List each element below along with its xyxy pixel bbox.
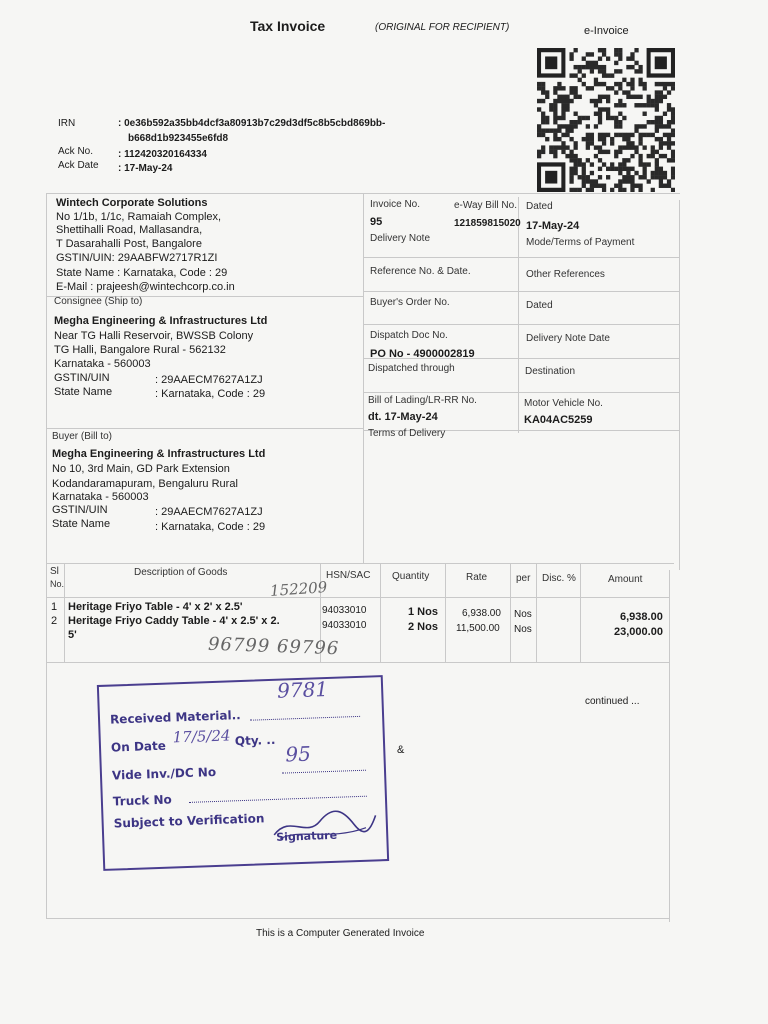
- frame-bottom: [46, 918, 670, 919]
- invoice-no-label: Invoice No.: [370, 199, 421, 210]
- seller-address3: T Dasarahalli Post, Bangalore: [56, 238, 202, 250]
- buyer-address2: Kodandaramapuram, Bengaluru Rural: [52, 478, 238, 490]
- buyer-state-label: State Name: [52, 518, 111, 530]
- stamp-qty: Qty. ..: [234, 732, 276, 749]
- continued-note: continued ...: [585, 696, 640, 707]
- details-divider: [518, 197, 519, 433]
- handwritten-date: 17/5/24: [172, 726, 231, 747]
- col-line-qty: [445, 563, 446, 662]
- ack-date: : 17-May-24: [118, 163, 173, 174]
- invoice-no: 95: [370, 216, 383, 228]
- bill-of-lading-label: Bill of Lading/LR-RR No.: [368, 395, 477, 406]
- row2-description-cont: 5': [68, 629, 77, 641]
- terms-delivery-label: Terms of Delivery: [368, 428, 446, 439]
- stamp-received-material: Received Material..: [109, 708, 241, 727]
- row2-per: Nos: [514, 624, 532, 635]
- consignee-address1: Near TG Halli Reservoir, BWSSB Colony: [54, 330, 254, 342]
- seller-email: E-Mail : prajeesh@wintechcorp.co.in: [56, 281, 235, 293]
- consignee-address2: TG Halli, Bangalore Rural - 562132: [54, 344, 226, 356]
- col-line-disc: [580, 563, 581, 662]
- details-line-2: [363, 291, 679, 292]
- buyer-state: : Karnataka, Code : 29: [155, 521, 266, 533]
- frame-left: [46, 193, 47, 918]
- dispatched-through-label: Dispatched through: [368, 363, 455, 374]
- eway-label: e-Way Bill No.: [454, 200, 517, 211]
- col-line-sl: [64, 563, 65, 662]
- details-line-5: [363, 392, 679, 393]
- einvoice-label: e-Invoice: [584, 25, 629, 37]
- stamp-dotted-line-2: [282, 770, 366, 774]
- stamp-vide-inv: Vide Inv./DC No: [111, 764, 217, 783]
- reference-label: Reference No. & Date.: [370, 266, 471, 277]
- dated-value: 17-May-24: [526, 220, 580, 232]
- details-line-3: [363, 324, 679, 325]
- consignee-gstin: : 29AAECM7627A1ZJ: [155, 374, 263, 386]
- col-line-hsn: [380, 563, 381, 662]
- ampersand-mark: &: [397, 744, 405, 756]
- stamp-dotted-line: [250, 716, 360, 721]
- buyer-name: Megha Engineering & Infrastructures Ltd: [52, 448, 266, 460]
- row2-sl: 2: [51, 615, 58, 627]
- consignee-bottom-line: [46, 428, 363, 429]
- row2-description: Heritage Friyo Caddy Table - 4' x 2.5' x 2.: [68, 615, 280, 627]
- row1-rate: 6,938.00: [462, 608, 501, 619]
- footer-note: This is a Computer Generated Invoice: [256, 928, 425, 939]
- handwritten-received: 9781: [276, 676, 329, 703]
- dated-label: Dated: [526, 201, 553, 212]
- stamp-signature-label: Signature: [276, 828, 338, 844]
- qr-code-icon: [537, 48, 675, 192]
- delivery-note-label: Delivery Note: [370, 233, 431, 244]
- seller-name: Wintech Corporate Solutions: [56, 197, 208, 209]
- header-no: No.: [50, 579, 65, 589]
- consignee-address3: Karnataka - 560003: [54, 358, 151, 370]
- dispatch-doc: PO No - 4900002819: [370, 348, 475, 360]
- irn-label: IRN: [58, 118, 76, 129]
- motor-vehicle-label: Motor Vehicle No.: [524, 398, 603, 409]
- copy-type: (ORIGINAL FOR RECIPIENT): [375, 22, 510, 33]
- handwritten-inv-no: 95: [284, 741, 312, 767]
- ack-no-label: Ack No.: [58, 146, 94, 157]
- header-quantity: Quantity: [392, 571, 430, 582]
- irn-line2: b668d1b923455e6fd8: [128, 133, 229, 144]
- consignee-state: : Karnataka, Code : 29: [155, 388, 266, 400]
- header-amount: Amount: [608, 574, 643, 585]
- table-header-line: [46, 597, 670, 598]
- header-rate: Rate: [466, 572, 488, 583]
- frame-right-bottom: [669, 570, 670, 922]
- stamp-truck-no: Truck No: [112, 792, 173, 809]
- consignee-state-label: State Name: [54, 386, 113, 398]
- stamp-on-date: On Date: [110, 738, 167, 755]
- buyer-label: Buyer (Bill to): [52, 431, 113, 442]
- motor-vehicle: KA04AC5259: [524, 414, 593, 426]
- handwritten-hsn-note: 152209: [269, 578, 328, 600]
- seller-gstin: GSTIN/UIN: 29AABFW2717R1ZI: [56, 252, 218, 264]
- irn-line1: : 0e36b592a35bb4dcf3a80913b7c29d3df5c8b5cbd869bb-: [118, 118, 386, 129]
- buyer-address1: No 10, 3rd Main, GD Park Extension: [52, 463, 230, 475]
- consignee-gstin-label: GSTIN/UIN: [54, 372, 110, 384]
- seller-address1: No 1/1b, 1/1c, Ramaiah Complex,: [56, 211, 222, 223]
- table-bottom-line: [46, 662, 670, 663]
- row2-amount: 23,000.00: [614, 626, 663, 638]
- row1-per: Nos: [514, 609, 532, 620]
- other-ref-label: Other References: [526, 269, 605, 280]
- bill-of-lading: dt. 17-May-24: [368, 411, 438, 423]
- details-line-1: [363, 257, 679, 258]
- row2-rate: 11,500.00: [456, 623, 500, 634]
- row1-hsn: 94033010: [322, 605, 367, 616]
- handwritten-item-codes: 96799 69796: [207, 633, 340, 660]
- dated2-label: Dated: [526, 300, 553, 311]
- col-line-rate: [510, 563, 511, 662]
- consignee-label: Consignee (Ship to): [54, 296, 143, 307]
- buyer-gstin: : 29AAECM7627A1ZJ: [155, 506, 263, 518]
- row1-description: Heritage Friyo Table - 4' x 2' x 2.5': [68, 601, 243, 613]
- stamp-subject-verification: Subject to Verification: [113, 811, 265, 831]
- stamp-dotted-line-3: [189, 796, 367, 803]
- destination-label: Destination: [525, 366, 576, 377]
- buyer-gstin-label: GSTIN/UIN: [52, 504, 108, 516]
- row2-hsn: 94033010: [322, 620, 367, 631]
- header-per: per: [516, 573, 531, 584]
- frame-middle: [363, 193, 364, 563]
- mode-terms-label: Mode/Terms of Payment: [526, 237, 635, 248]
- row1-sl: 1: [51, 601, 58, 613]
- seller-state: State Name : Karnataka, Code : 29: [56, 267, 228, 279]
- buyers-order-label: Buyer's Order No.: [370, 297, 450, 308]
- invoice-title: Tax Invoice: [250, 18, 326, 34]
- row1-amount: 6,938.00: [620, 611, 663, 623]
- header-hsn: HSN/SAC: [326, 570, 371, 581]
- consignee-name: Megha Engineering & Infrastructures Ltd: [54, 315, 268, 327]
- dispatch-doc-label: Dispatch Doc No.: [370, 330, 448, 341]
- buyer-address3: Karnataka - 560003: [52, 491, 149, 503]
- row1-quantity: 1 Nos: [408, 606, 438, 618]
- header-sl: Sl: [50, 566, 59, 577]
- row2-quantity: 2 Nos: [408, 621, 438, 633]
- signature-scribble-icon: [269, 805, 380, 845]
- header-description: Description of Goods: [134, 567, 228, 578]
- received-material-stamp: [97, 675, 389, 871]
- header-disc: Disc. %: [542, 573, 576, 584]
- frame-right-top: [679, 200, 680, 570]
- ack-date-label: Ack Date: [58, 160, 99, 171]
- col-line-per: [536, 563, 537, 662]
- seller-address2: Shettihalli Road, Mallasandra,: [56, 224, 203, 236]
- eway-no: 121859815020: [454, 218, 521, 229]
- delivery-note-date-label: Delivery Note Date: [526, 333, 610, 344]
- ack-no: : 112420320164334: [118, 149, 207, 160]
